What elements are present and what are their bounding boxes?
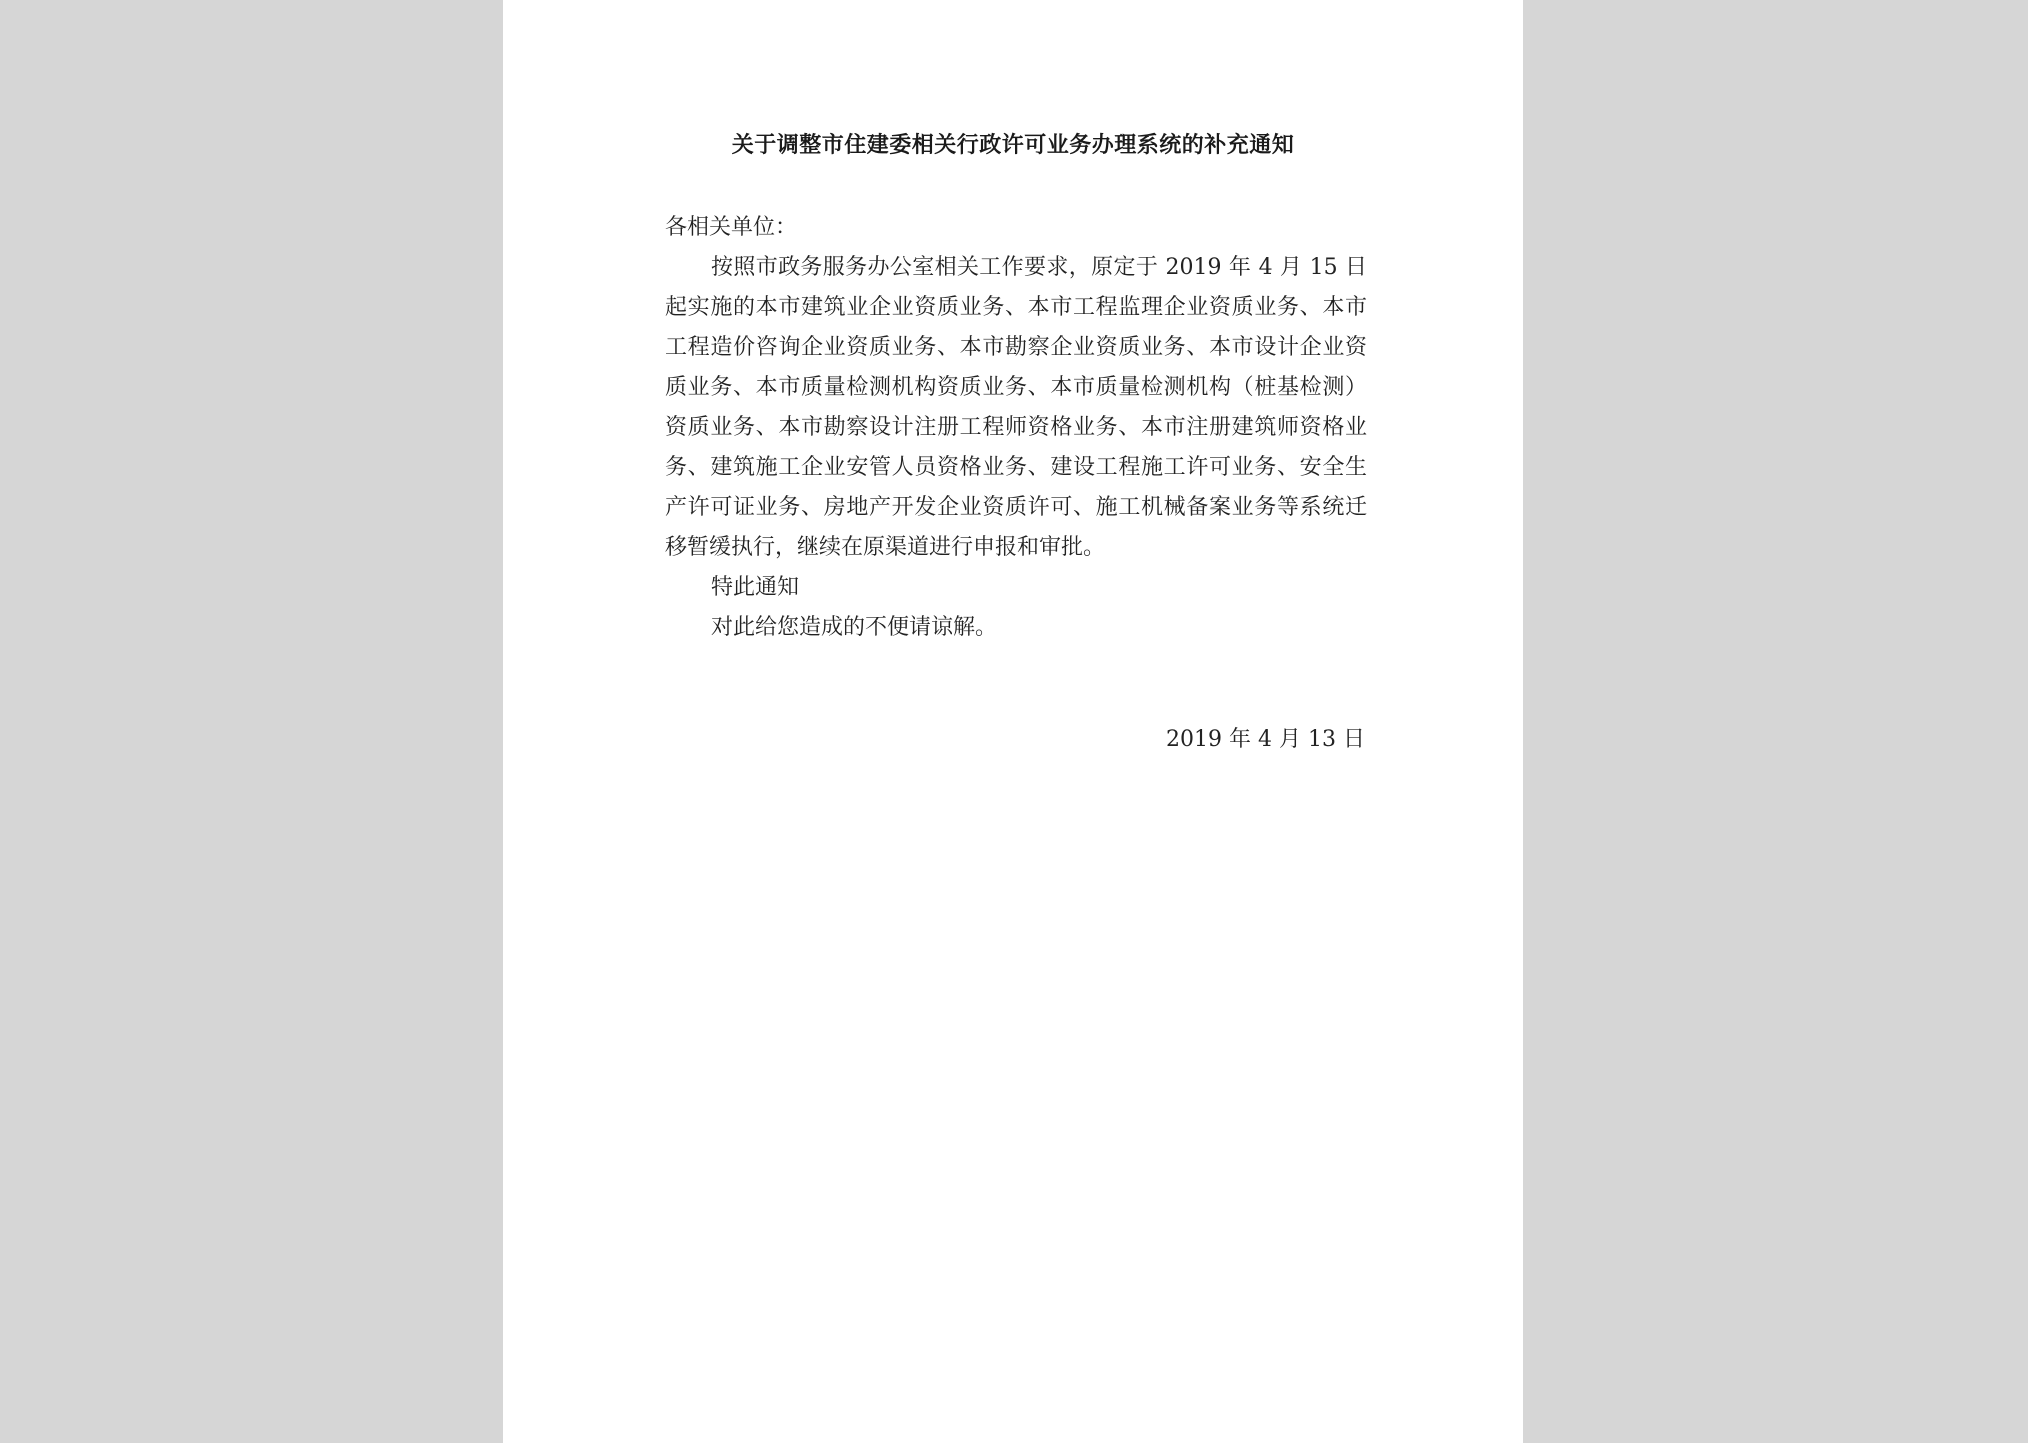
closing-apology: 对此给您造成的不便请谅解。	[711, 615, 998, 640]
document-body	[665, 208, 1367, 648]
closing-notice: 特此通知	[711, 575, 800, 600]
document-date: 2019 年 4 月 13 日	[1166, 727, 1365, 752]
document-page	[503, 0, 1523, 1443]
document-title: 关于调整市住建委相关行政许可业务办理系统的补充通知	[731, 133, 1295, 158]
salutation: 各相关单位：	[665, 215, 798, 240]
body-paragraph: 按照市政务服务办公室相关工作要求，原定于 2019 年 4 月 15 日起实施的本市建筑业企业资质业务、本市工程监理企业资质业务、本市工程造价咨询企业资质业务、本市勘察企业资质业务、本市设计企业资质业务、本市质量检测机构资质业务、本市质量检测机构（桩基检测）资质业务、本市勘察设计注册工程师资格业务、本市注册建筑师资格业务、建筑施工企业安管人员资格业务、建设工程施工许可业务、安全生产许可证业务、房地产开发企业资质许可、施工机械备案业务等系统迁移暂缓执行，继续在原渠道进行申报和审批。	[665, 255, 1367, 560]
